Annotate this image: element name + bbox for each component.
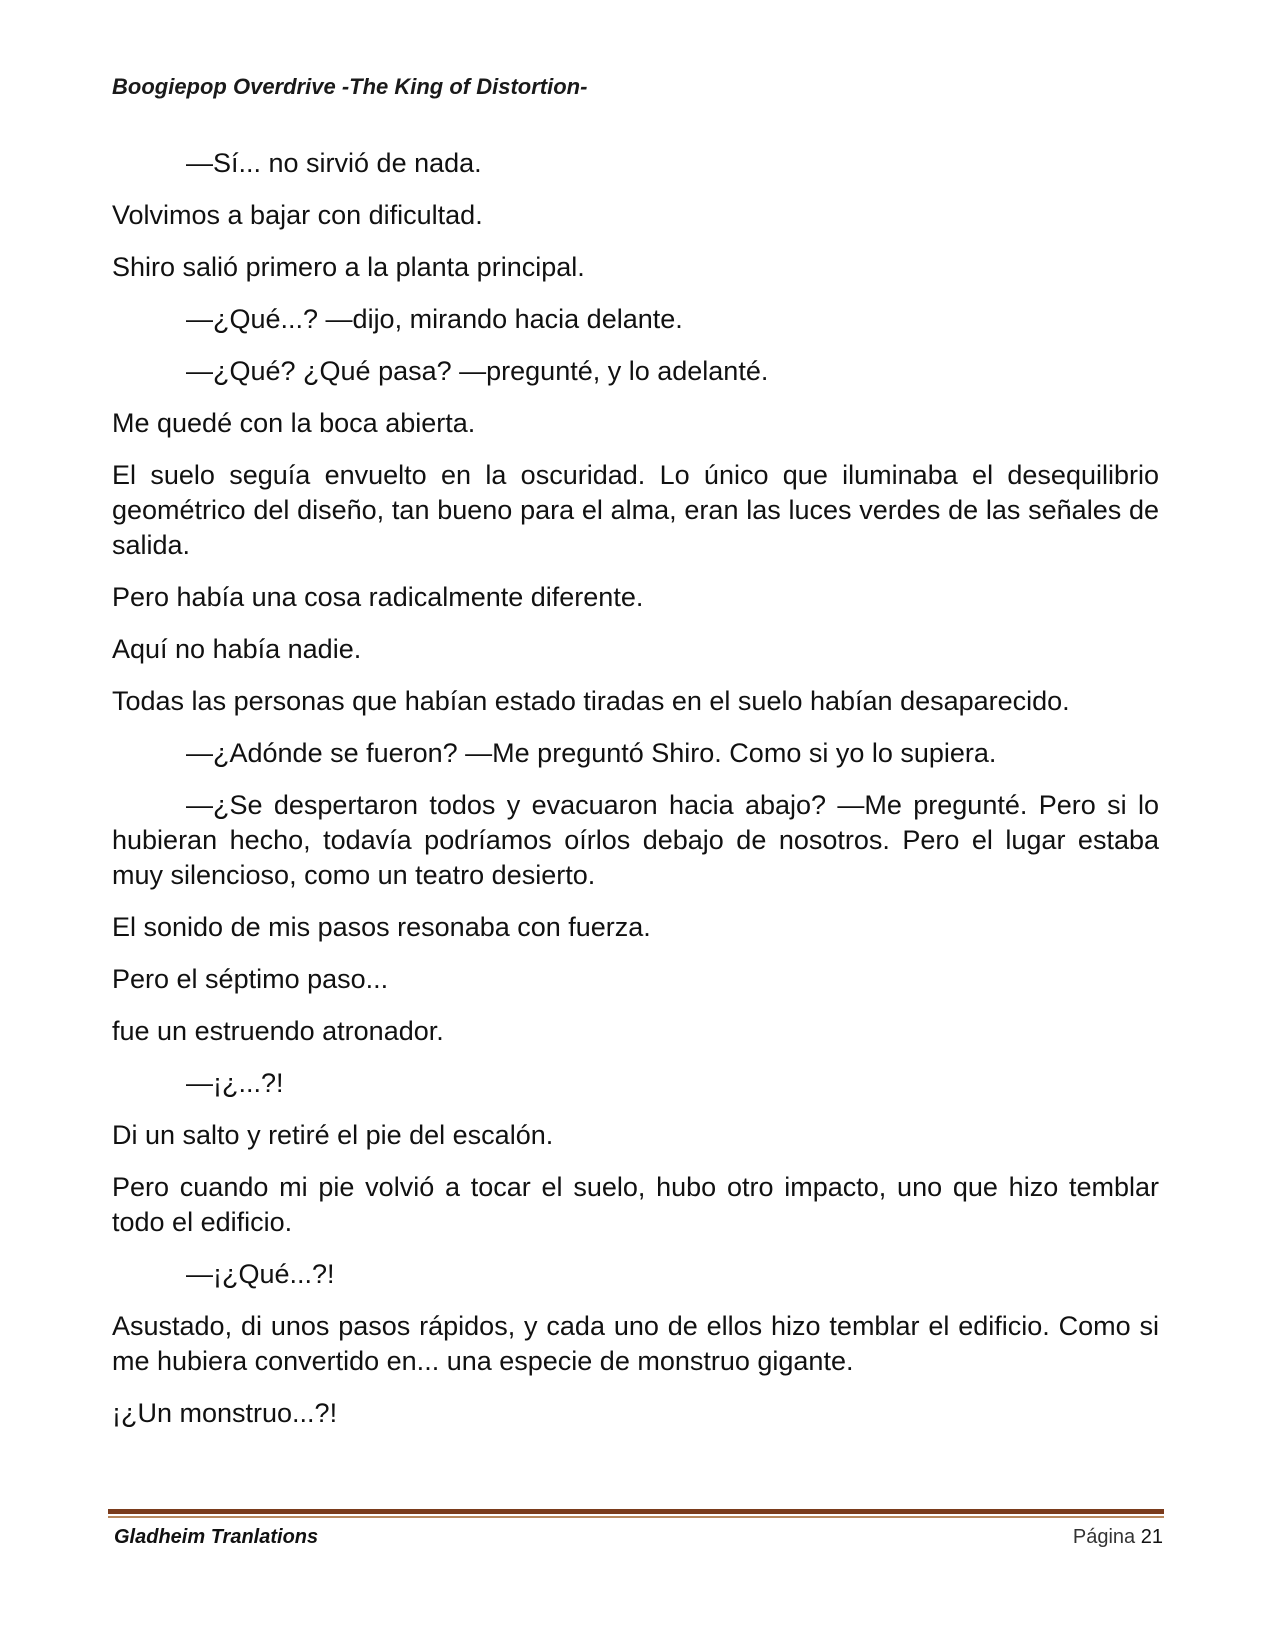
paragraph: —¿Qué...? —dijo, mirando hacia delante. [186,304,683,334]
paragraph: Di un salto y retiré el pie del escalón. [112,1120,554,1150]
paragraph: —Sí... no sirvió de nada. [186,148,482,178]
paragraph: El suelo seguía envuelto en la oscuridad. Lo único que iluminaba el desequilibrio geométrico del diseño, tan bueno para el alma, eran las luces verdes de las señales de salida. [112,460,1159,560]
paragraph: —¿Qué? ¿Qué pasa? —pregunté, y lo adelanté. [186,356,769,386]
paragraph: fue un estruendo atronador. [112,1016,444,1046]
paragraph: Pero cuando mi pie volvió a tocar el suelo, hubo otro impacto, uno que hizo temblar todo el edificio. [112,1172,1159,1237]
paragraph: Aquí no había nadie. [112,634,362,664]
page-number: 21 [1140,1526,1163,1548]
paragraph: —¿Se despertaron todos y evacuaron hacia abajo? —Me pregunté. Pero si lo hubieran hecho, todavía podríamos oírlos debajo de nosotros. Pero el lugar estaba muy silencioso, como un teatro desierto. [112,790,1159,890]
paragraph: —¡¿...?! [186,1068,284,1098]
translator-credit: Gladheim Tranlations [114,1526,319,1548]
running-header: Boogiepop Overdrive -The King of Distortion- [112,74,588,99]
paragraph: Todas las personas que habían estado tiradas en el suelo habían desaparecido. [112,686,1070,716]
paragraph: Asustado, di unos pasos rápidos, y cada uno de ellos hizo temblar el edificio. Como si me hubiera convertido en... una especie de monstruo gigante. [112,1311,1159,1376]
paragraph: —¡¿Qué...?! [186,1259,335,1289]
page-indicator [1073,1526,1163,1549]
paragraph: Me quedé con la boca abierta. [112,408,476,438]
paragraph: Pero había una cosa radicalmente diferente. [112,582,644,612]
paragraph: Shiro salió primero a la planta principal. [112,252,585,282]
body-text [112,146,1159,1448]
footer-rule [108,1509,1164,1514]
footer-rule-thin [108,1516,1164,1518]
paragraph: ¡¿Un monstruo...?! [112,1398,338,1428]
paragraph: El sonido de mis pasos resonaba con fuerza. [112,912,651,942]
page-label: Página [1072,1526,1136,1548]
paragraph: Pero el séptimo paso... [112,964,389,994]
paragraph: —¿Adónde se fueron? —Me preguntó Shiro. Como si yo lo supiera. [186,738,997,768]
paragraph: Volvimos a bajar con dificultad. [112,200,483,230]
